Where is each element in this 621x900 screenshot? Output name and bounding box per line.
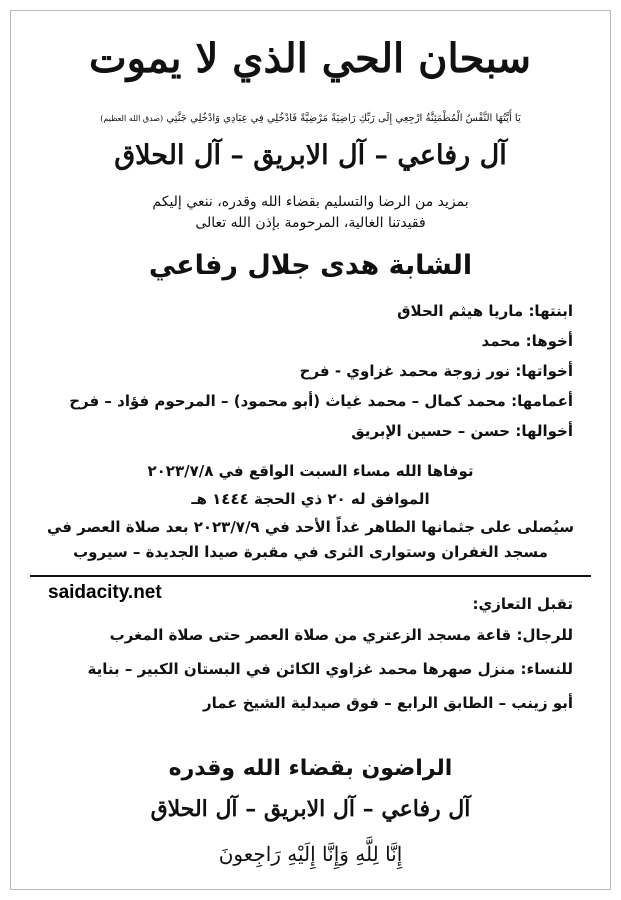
relative-label: أخواتها: — [515, 362, 573, 380]
relative-value: حسن – حسين الإبريق — [351, 422, 511, 440]
intro-line-1: بمزيد من الرضا والتسليم بقضاء الله وقدره، ننعي إليكم — [152, 194, 469, 210]
relative-row — [397, 302, 573, 320]
calligraphy-logo — [88, 22, 532, 92]
relative-label: أخوالها: — [515, 422, 573, 440]
death-date-line: توفاها الله مساء السبت الواقع في ٢٠٢٣/٧/٨ — [147, 462, 474, 480]
deceased-name: الشابة هدى جلال رفاعي — [148, 250, 473, 281]
calligraphy-text: سبحان الحي الذي لا يموت — [88, 35, 532, 82]
burial-info-line: مسجد الغفران وستوارى الثرى في مقبرة صيدا الجديدة – سيروب — [73, 543, 548, 561]
relative-value: محمد كمال – محمد غياث (أبو محمود) – المرحوم فؤاد – فرح — [69, 392, 506, 410]
calligraphy-header — [88, 22, 532, 92]
relative-row — [351, 422, 573, 440]
relative-value: نور زوجة محمد غزاوي - فرح — [299, 362, 511, 380]
condolences-women-line-1: للنساء: منزل صهرها محمد غزاوي الكائن في البستان الكبير – بناية — [87, 660, 573, 678]
closing-line: الراضون بقضاء الله وقدره — [168, 756, 453, 781]
verse-source: (صدق الله العظيم) — [100, 114, 164, 123]
relative-row — [482, 332, 573, 350]
relative-label: ابنتها: — [528, 302, 573, 320]
families-heading: آل رفاعي – آل الابريق – آل الحلاق — [114, 140, 507, 171]
condolences-men: للرجال: قاعة مسجد الزعتري من صلاة العصر حتى صلاة المغرب — [109, 626, 573, 644]
relative-label: أعمامها: — [511, 392, 573, 410]
closing-verse: إِنَّا لِلَّهِ وَإِنَّا إِلَيْهِ رَاجِعونَ — [218, 842, 403, 866]
condolences-women-line-2: أبو زينب – الطابق الرابع – فوق صيدلية الشيخ عمار — [202, 694, 573, 712]
opening-verse-text: يَا أَيَّتُهَا النَّفْسُ الْمُطْمَئِنَّةُ ارْجِعِي إِلَى رَبِّكِ رَاضِيَةً مَرْضِيَّةً فَادْخُلِي فِي عِبَادِي وَادْخُلِي جَنَّتِي — [166, 113, 521, 124]
relative-row — [69, 392, 573, 410]
relative-value: محمد — [481, 332, 521, 350]
relative-label: أخوها: — [525, 332, 573, 350]
watermark-site: saidacity.net — [48, 582, 162, 603]
hijri-date-line: الموافق له ٢٠ ذي الحجة ١٤٤٤ هـ — [191, 490, 430, 508]
section-divider — [30, 575, 591, 577]
opening-verse — [0, 113, 621, 124]
relative-row — [300, 362, 573, 380]
condolences-title: تقبل التعازي: — [472, 595, 573, 613]
relative-value: ماريا هيثم الحلاق — [397, 302, 524, 320]
intro-line-2: فقيدتنا الغالية، المرحومة بإذن الله تعالى — [195, 215, 426, 231]
prayer-info-line: سيُصلى على جثمانها الطاهر غداً الأحد في ٢٠٢٣/٧/٩ بعد صلاة العصر في — [46, 518, 575, 536]
closing-families: آل رفاعي – آل الابريق – آل الحلاق — [150, 796, 471, 822]
